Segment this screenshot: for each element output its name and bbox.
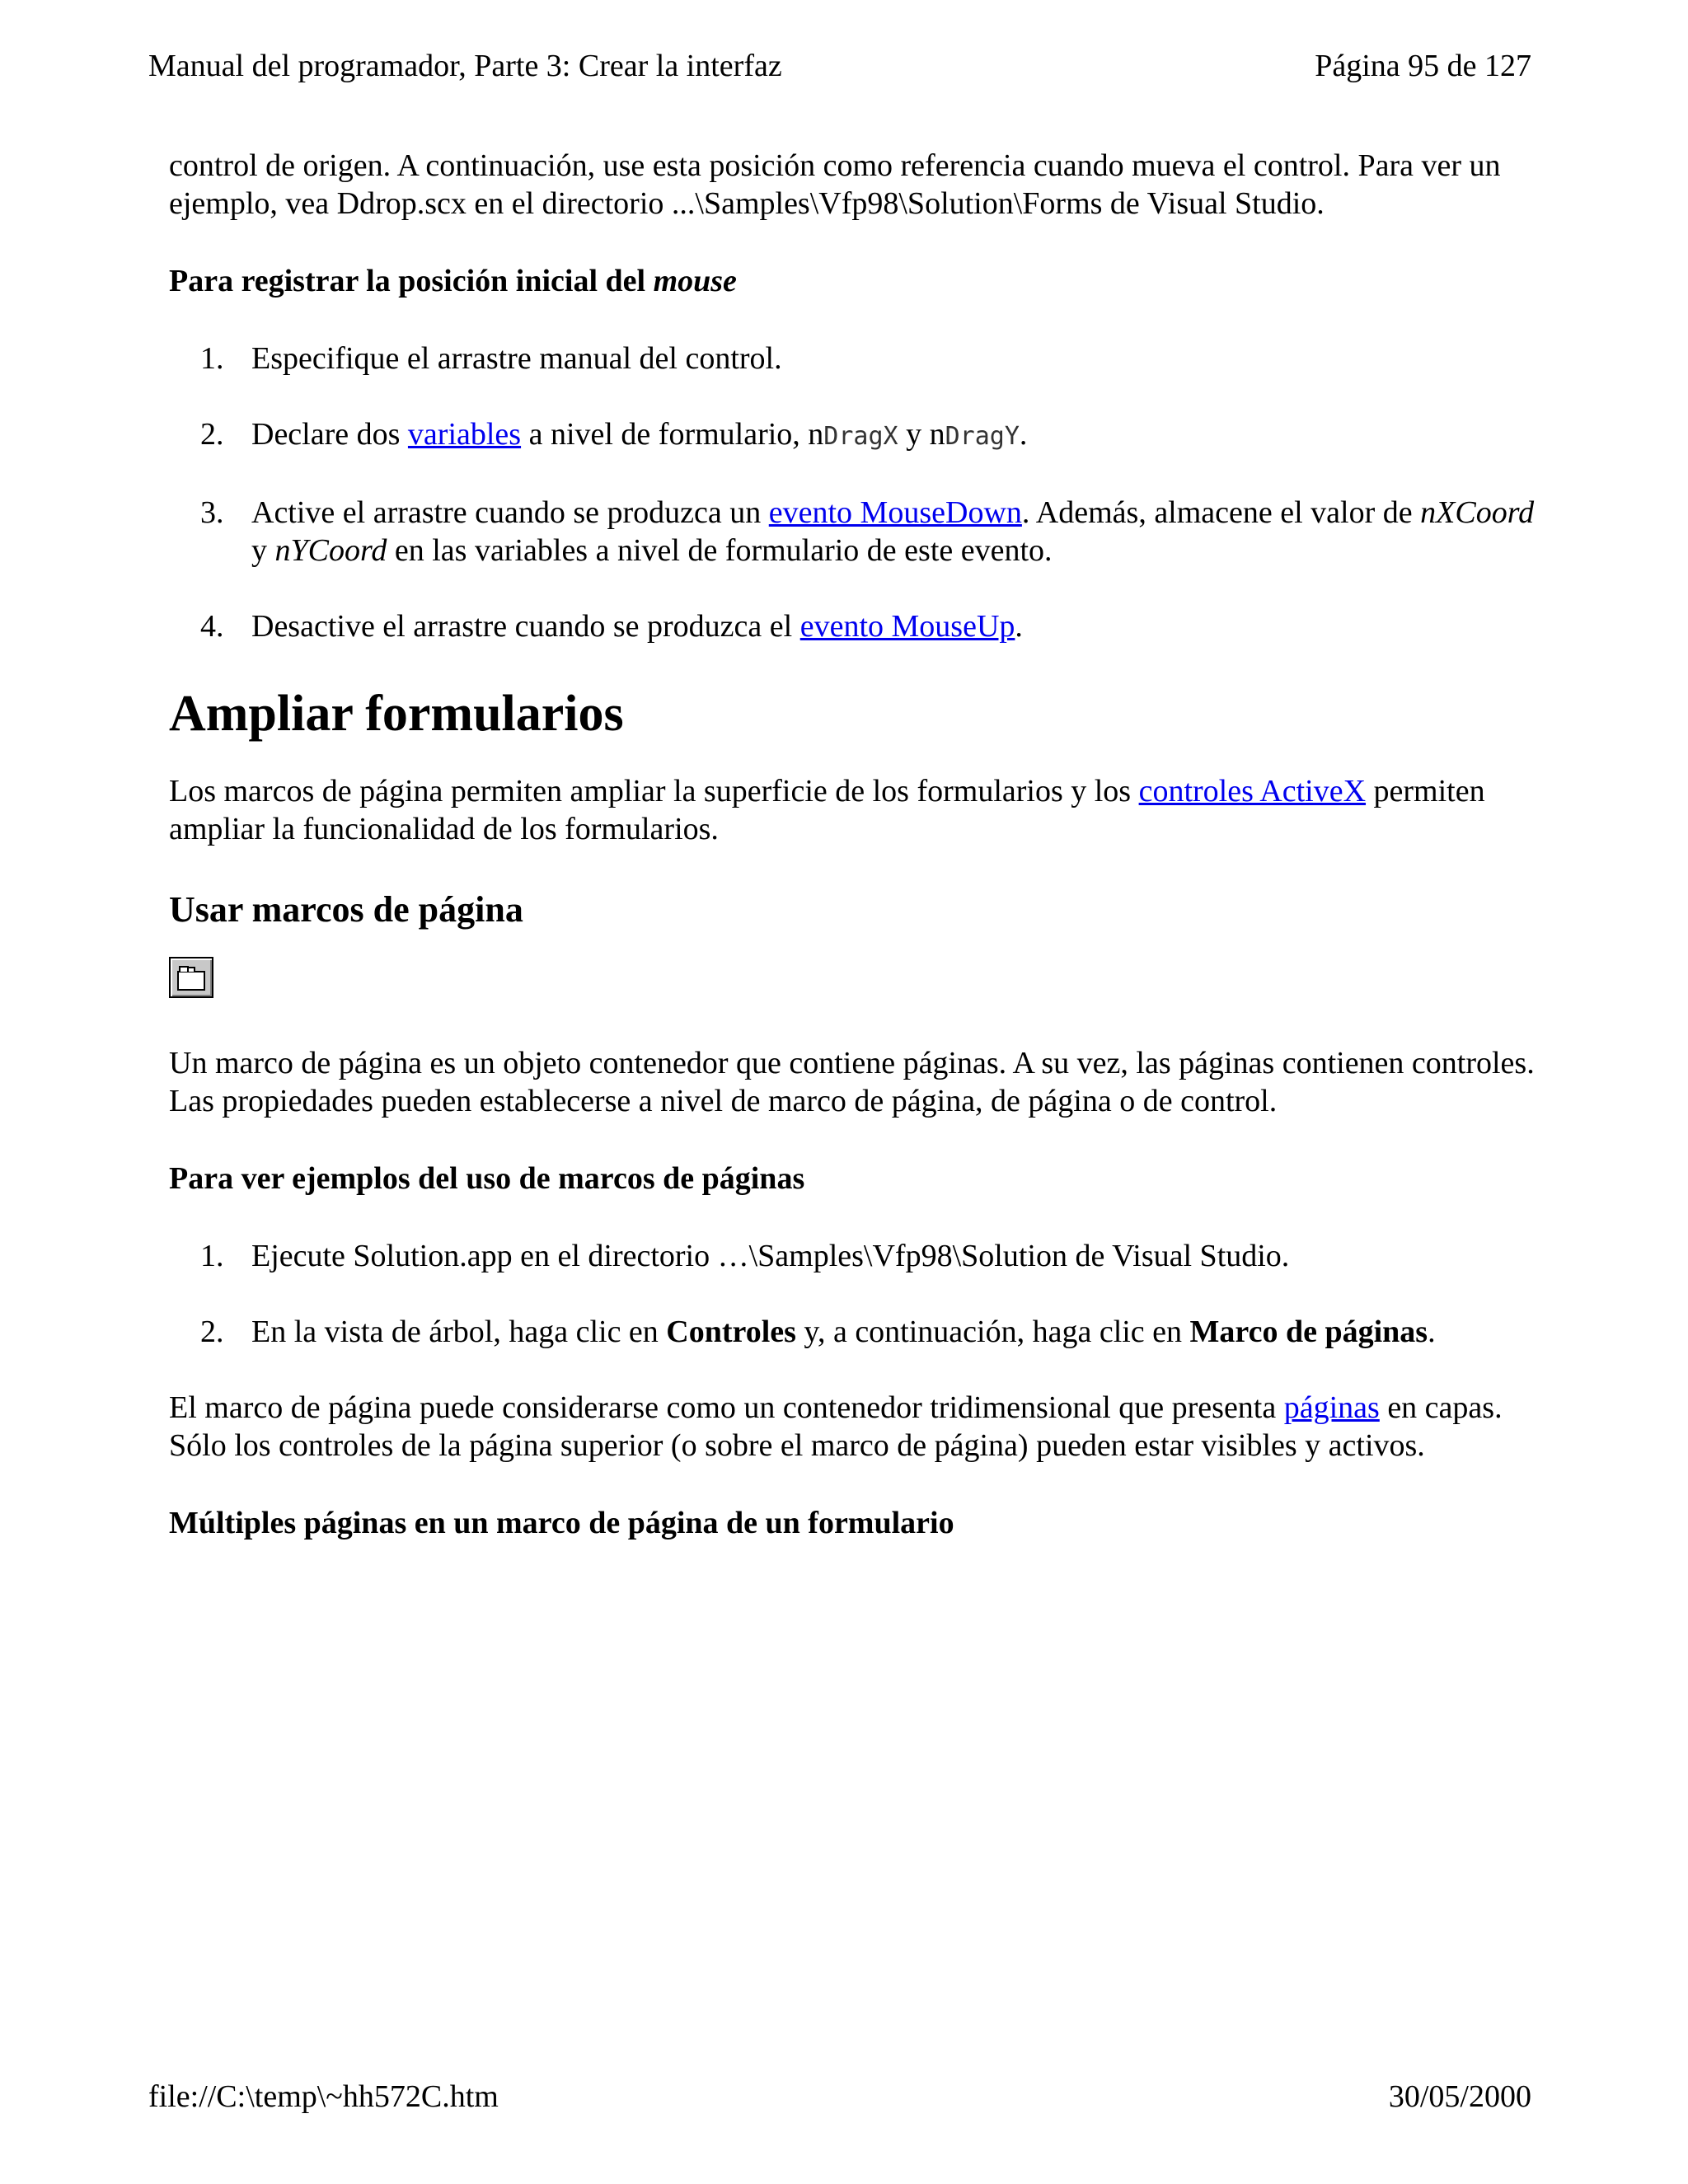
activex-controls-link[interactable]: controles ActiveX [1138, 774, 1367, 808]
list-text-mid: a nivel de formulario, n [521, 417, 824, 452]
code-dragy: DragY [945, 422, 1020, 451]
footer-file-path: file://C:\temp\~hh572C.htm [148, 2079, 499, 2114]
section-paragraph-pre: Los marcos de página permiten ampliar la superficie de los formularios y los [169, 774, 1139, 808]
layers-paragraph-pre: El marco de página puede considerarse como un contenedor tridimensional que presenta [169, 1390, 1284, 1425]
list-item [169, 494, 1537, 569]
list-number: 4. [200, 609, 224, 644]
procedure-title-italic: mouse [653, 264, 737, 298]
list-text: Ejecute Solution.app en el directorio …\Samples\Vfp98\Solution de Visual Studio. [251, 1239, 1290, 1273]
list-text-post: . [1428, 1315, 1436, 1349]
list-number: 2. [200, 417, 224, 452]
variables-link[interactable]: variables [407, 417, 522, 452]
list-number: 3. [200, 495, 224, 530]
list-number: 1. [200, 1239, 224, 1273]
section-paragraph [169, 772, 1537, 848]
pages-link[interactable]: páginas [1283, 1390, 1380, 1425]
list-text-mid: y, a continuación, haga clic en [795, 1315, 1190, 1349]
list-text-post: . Además, almacene el valor de [1021, 495, 1421, 530]
list-item [169, 1313, 1537, 1351]
list-text-pre: Declare dos [251, 417, 408, 452]
list-text-post: . [1019, 417, 1028, 452]
footer-date: 30/05/2000 [1388, 2079, 1531, 2114]
list-item [169, 607, 1537, 645]
controles-bold: Controles [666, 1315, 796, 1349]
procedure-title-text: Para registrar la posición inicial del [169, 264, 654, 298]
list-item [169, 340, 1537, 377]
intro-paragraph: control de origen. A continuación, use esta posición como referencia cuando mueva el control. Para ver un ejemplo, vea Ddrop.scx en el directorio ...\Samples\Vfp98\Solution\Forms de Visual Studio. [169, 148, 1501, 221]
list-text-mid: y [251, 533, 275, 568]
procedure-title-1 [169, 262, 1537, 300]
marco-paginas-bold: Marco de páginas [1189, 1315, 1428, 1349]
page-frame-icon [169, 957, 213, 998]
list-text-pre: Active el arrastre cuando se produzca un [251, 495, 769, 530]
list-text-pre: Desactive el arrastre cuando se produzca el [251, 609, 800, 644]
subsection-heading: Usar marcos de página [169, 889, 523, 930]
nycoord-italic: nYCoord [274, 533, 387, 568]
header-page-number: Página 95 de 127 [1315, 49, 1531, 83]
list-text-pre: En la vista de árbol, haga clic en [251, 1315, 667, 1349]
list-text-post: . [1015, 609, 1023, 644]
header-title: Manual del programador, Parte 3: Crear la interfaz [148, 49, 782, 83]
section-paragraph-post: permiten ampliar la funcionalidad de los formularios. [169, 774, 1485, 846]
procedure-title-2: Para ver ejemplos del uso de marcos de páginas [169, 1161, 805, 1196]
list-number: 1. [200, 341, 224, 376]
procedure-list-2 [169, 1237, 1537, 1351]
nxcoord-italic: nXCoord [1420, 495, 1535, 530]
figure-caption: Múltiples páginas en un marco de página de un formulario [169, 1506, 954, 1540]
list-text-end: en las variables a nivel de formulario de este evento. [387, 533, 1053, 568]
procedure-list-1 [169, 340, 1537, 645]
document-body [169, 147, 1537, 1582]
list-item [169, 1237, 1537, 1275]
list-text-mid2: y n [898, 417, 945, 452]
list-number: 2. [200, 1315, 224, 1349]
mouseup-event-link[interactable]: evento MouseUp [799, 609, 1015, 644]
code-dragx: DragX [823, 422, 898, 451]
list-item [169, 415, 1537, 456]
page-frame-paragraph: Un marco de página es un objeto contenedor que contiene páginas. A su vez, las páginas contienen controles. Las propiedades pueden establecerse a nivel de marco de página, de página o de control. [169, 1046, 1535, 1118]
layers-paragraph-post: en capas. Sólo los controles de la página superior (o sobre el marco de página) pueden estar visibles y activos. [169, 1390, 1503, 1463]
mousedown-event-link[interactable]: evento MouseDown [768, 495, 1022, 530]
layers-paragraph [169, 1389, 1537, 1465]
list-text: Especifique el arrastre manual del control. [251, 341, 782, 376]
section-heading: Ampliar formularios [169, 686, 624, 742]
